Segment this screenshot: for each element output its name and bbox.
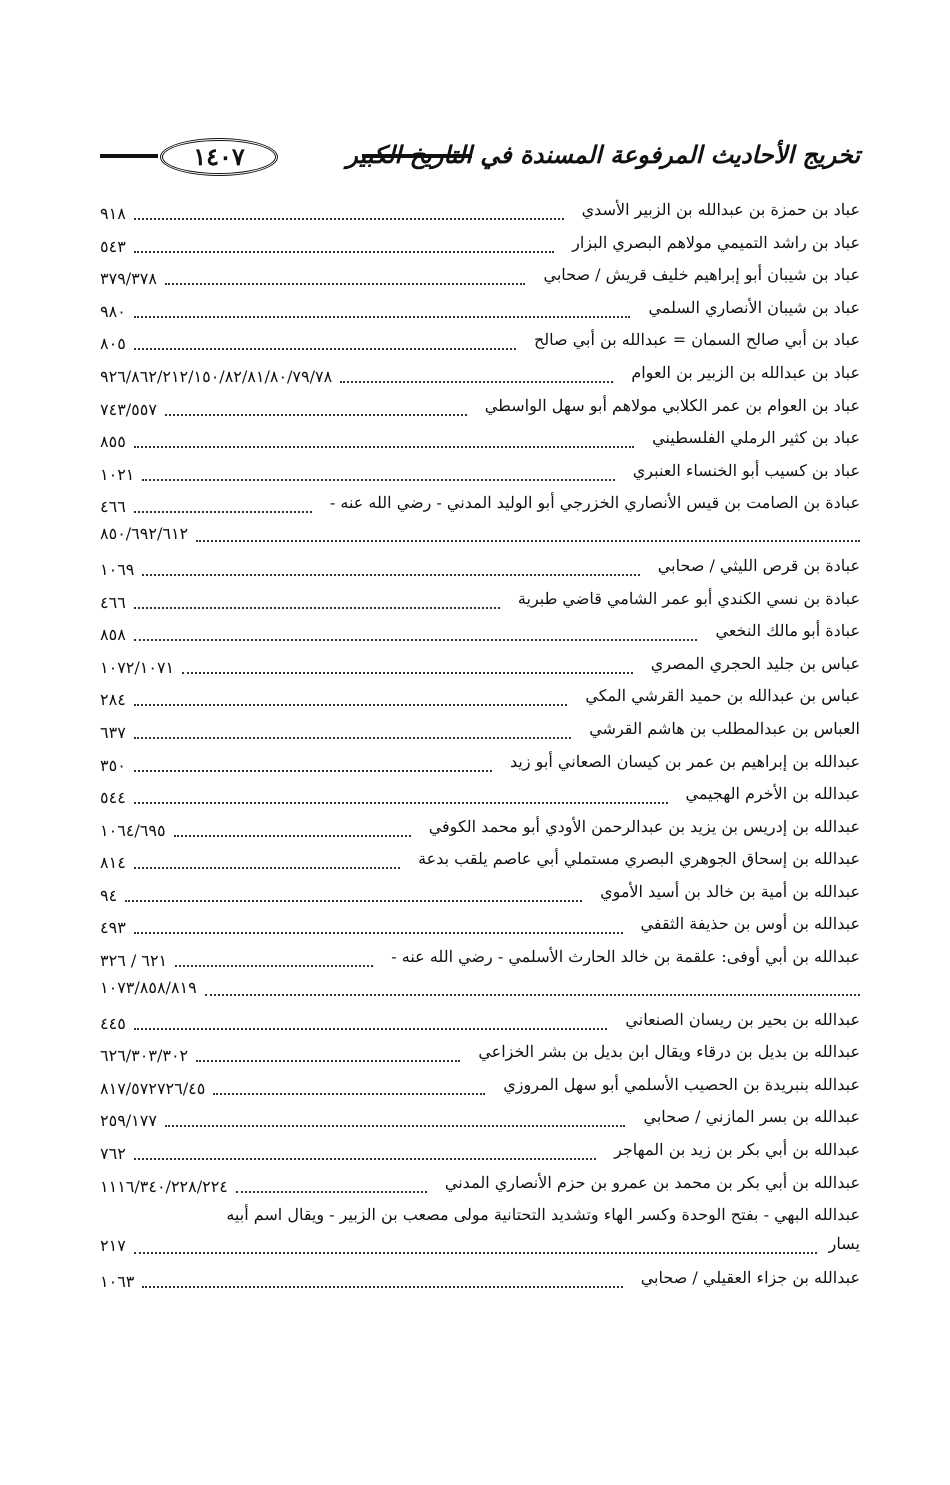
dot-leader bbox=[134, 786, 668, 804]
entry-name: عبادة بن قرص الليثي / صحابي bbox=[657, 555, 860, 575]
entry-name: عبدالله بن أمية بن خالد بن أسيد الأموي bbox=[600, 881, 860, 901]
index-entry bbox=[100, 910, 860, 943]
dot-leader bbox=[196, 526, 860, 542]
entry-pages: ٦٢١ / ٣٢٦ bbox=[100, 951, 168, 971]
dot-leader bbox=[134, 916, 623, 934]
dot-leader bbox=[134, 623, 698, 641]
page-number: ١٤٠٧ bbox=[160, 138, 278, 176]
index-entry bbox=[100, 1136, 860, 1169]
entry-name: عبادة أبو مالك النخعي bbox=[715, 621, 860, 641]
entry-pages: ٨٥٨ bbox=[100, 625, 126, 645]
entry-pages: ٥٤٤ bbox=[100, 788, 126, 808]
entry-name: عباس بن عبدالله بن حميد القرشي المكي bbox=[585, 686, 860, 706]
index-entry bbox=[100, 585, 860, 618]
index-entry bbox=[100, 617, 860, 650]
index-entry bbox=[100, 780, 860, 813]
entry-name: عبدالله بن أبي أوفى: علقمة بن خالد الحارث الأسلمي - رضي الله عنه - bbox=[391, 947, 860, 967]
dot-leader bbox=[182, 656, 633, 674]
entry-pages: ٤٦٦ bbox=[100, 592, 126, 612]
index-entry bbox=[100, 457, 860, 490]
dot-leader bbox=[134, 1238, 817, 1254]
entry-name: عبدالله بن أبي بكر بن محمد بن عمرو بن حزم الأنصاري المدني bbox=[444, 1172, 860, 1192]
entry-name: عبدالله بن أبي بكر بن زيد بن المهاجر bbox=[614, 1140, 860, 1160]
dot-leader bbox=[196, 1044, 460, 1062]
dot-leader bbox=[175, 949, 373, 967]
entry-pages: ٨٠٥ bbox=[100, 334, 126, 354]
entry-pages: ٨١٧/٥٧٢٧٢٦/٤٥ bbox=[100, 1078, 206, 1098]
index-entry bbox=[100, 878, 860, 911]
dot-leader bbox=[205, 980, 860, 996]
entry-pages: ١٠٢١ bbox=[100, 464, 135, 484]
entry-name: عباد بن العوام بن عمر الكلابي مولاهم أبو سهل الواسطي bbox=[484, 395, 860, 415]
entry-pages: ٤٤٥ bbox=[100, 1013, 126, 1033]
index-entry bbox=[100, 845, 860, 878]
entry-name: عبدالله بن إدريس بن يزيد بن عبدالرحمن الأودي أبو محمد الكوفي bbox=[428, 816, 860, 836]
entry-name: عبدالله بن أوس بن حذيفة الثقفي bbox=[640, 914, 860, 934]
dot-leader bbox=[165, 398, 467, 416]
dot-leader bbox=[165, 1109, 626, 1127]
entry-name: عبدالله بن بحير بن ريسان الصنعاني bbox=[625, 1009, 860, 1029]
index-entry bbox=[100, 682, 860, 715]
continuation-pages: ٢١٧ bbox=[100, 1235, 126, 1255]
index-entry bbox=[100, 489, 860, 522]
index-entry bbox=[100, 424, 860, 457]
index-entry bbox=[100, 1006, 860, 1039]
entry-pages: ٩٤ bbox=[100, 885, 118, 905]
entry-pages: ٩٨٠ bbox=[100, 301, 126, 321]
entry-name: عبدالله بن الأخرم الهجيمي bbox=[685, 784, 860, 804]
entry-pages: ٧٦٢ bbox=[100, 1144, 126, 1164]
entry-pages: ٥٤٣ bbox=[100, 236, 126, 256]
header-rule-left bbox=[100, 154, 158, 158]
entry-name: عباد بن حمزة بن عبدالله بن الزبير الأسدي bbox=[581, 200, 860, 219]
index-entries bbox=[100, 196, 860, 1296]
entry-name: عبدالله بن بسر المازني / صحابي bbox=[643, 1107, 860, 1127]
book-title: تخريج الأحاديث المرفوعة المسندة في التاريخ الكبير bbox=[346, 140, 860, 169]
entry-pages: ١٠٦٤/٦٩٥ bbox=[100, 820, 166, 840]
entry-pages: ٩٢٦/٨٦٢/٢١٢/١٥٠/٨٢/٨١/٨٠/٧٩/٧٨ bbox=[100, 366, 333, 386]
entry-pages: ٧٤٣/٥٥٧ bbox=[100, 399, 157, 419]
entry-continuation bbox=[100, 522, 860, 552]
dot-leader bbox=[165, 267, 526, 285]
index-entry bbox=[100, 1071, 860, 1104]
entry-continuation bbox=[100, 976, 860, 1006]
dot-leader bbox=[125, 884, 582, 902]
entry-pages: ٩١٨ bbox=[100, 204, 126, 223]
index-entry bbox=[100, 1201, 860, 1234]
index-entry bbox=[100, 359, 860, 392]
entry-pages: ١١١٦/٣٤٠/٢٢٨/٢٢٤ bbox=[100, 1176, 228, 1196]
entry-name: عباس بن جليد الحجري المصري bbox=[650, 653, 860, 673]
entry-pages: ١٠٦٩ bbox=[100, 559, 135, 579]
index-entry bbox=[100, 229, 860, 262]
continuation-pages: ١٠٧٣/٨٥٨/٨١٩ bbox=[100, 977, 197, 997]
entry-pages: ٦٢٦/٣٠٣/٣٠٢ bbox=[100, 1046, 189, 1066]
entry-name: عباد بن كسيب أبو الخنساء العنبري bbox=[632, 460, 860, 480]
entry-name: عبادة بن الصامت بن قيس الأنصاري الخزرجي أبو الوليد المدني - رضي الله عنه - bbox=[329, 493, 860, 513]
index-entry bbox=[100, 1169, 860, 1202]
entry-continuation bbox=[100, 1234, 860, 1264]
dot-leader bbox=[142, 1270, 622, 1288]
dot-leader bbox=[134, 721, 571, 739]
dot-leader bbox=[134, 591, 500, 609]
entry-pages: ٢٨٤ bbox=[100, 690, 126, 710]
dot-leader bbox=[134, 1142, 596, 1160]
index-entry bbox=[100, 748, 860, 781]
entry-name: عبدالله بن جزاء العقيلي / صحابي bbox=[640, 1267, 860, 1287]
entry-name: عباد بن شيبان الأنصاري السلمي bbox=[648, 297, 860, 317]
dot-leader bbox=[134, 300, 631, 318]
entry-name: العباس بن عبدالمطلب بن هاشم القرشي bbox=[589, 718, 860, 738]
entry-name: عبدالله بنبريدة بن الحصيب الأسلمي أبو سهل المروزي bbox=[503, 1074, 860, 1094]
dot-leader bbox=[213, 1077, 485, 1095]
entry-name: عباد بن أبي صالح السمان = عبدالله بن أبي صالح bbox=[533, 330, 860, 350]
entry-name: عباد بن عبدالله بن الزبير بن العوام bbox=[631, 362, 860, 382]
index-entry bbox=[100, 294, 860, 327]
index-entry bbox=[100, 392, 860, 425]
dot-leader bbox=[134, 332, 516, 350]
dot-leader bbox=[142, 463, 614, 481]
entry-pages: ١٠٧٢/١٠٧١ bbox=[100, 657, 175, 677]
entry-pages: ١٠٦٣ bbox=[100, 1271, 135, 1291]
dot-leader bbox=[340, 365, 613, 383]
entry-name: عبدالله بن بديل بن درقاء ويقال ابن بديل بن بشر الخزاعي bbox=[478, 1042, 860, 1062]
dot-leader bbox=[134, 495, 312, 513]
dot-leader bbox=[134, 754, 492, 772]
entry-pages: ٨١٤ bbox=[100, 853, 126, 873]
index-entry bbox=[100, 326, 860, 359]
header-rule-right bbox=[362, 154, 472, 158]
entry-pages: ٨٥٥ bbox=[100, 432, 126, 452]
index-entry bbox=[100, 1103, 860, 1136]
entry-pages: ٣٥٠ bbox=[100, 755, 126, 775]
entry-name: عبدالله بن إبراهيم بن عمر بن كيسان الصعاني أبو زيد bbox=[509, 751, 860, 771]
dot-leader bbox=[134, 688, 568, 706]
dot-leader bbox=[134, 851, 400, 869]
entry-name: عبدالله بن إسحاق الجوهري البصري مستملي أبي عاصم يلقب بدعة bbox=[418, 849, 860, 869]
entry-name: عباد بن راشد التميمي مولاهم البصري البزار bbox=[572, 232, 860, 252]
dot-leader bbox=[134, 202, 564, 220]
continuation-name: يسار bbox=[828, 1233, 860, 1253]
entry-pages: ٤٩٣ bbox=[100, 918, 126, 938]
index-entry bbox=[100, 943, 860, 976]
index-entry bbox=[100, 552, 860, 585]
index-entry bbox=[100, 1264, 860, 1297]
index-entry bbox=[100, 650, 860, 683]
index-entry bbox=[100, 813, 860, 846]
index-entry bbox=[100, 261, 860, 294]
index-entry bbox=[100, 715, 860, 748]
entry-name: عباد بن شيبان أبو إبراهيم خليف قريش / صحابي bbox=[543, 265, 860, 285]
dot-leader bbox=[134, 235, 554, 253]
entry-pages: ٢٥٩/١٧٧ bbox=[100, 1111, 157, 1131]
entry-name: عباد بن كثير الرملي الفلسطيني bbox=[652, 428, 860, 448]
dot-leader bbox=[134, 1012, 608, 1030]
entry-name: عبادة بن نسي الكندي أبو عمر الشامي قاضي طبرية bbox=[517, 588, 860, 608]
running-header bbox=[100, 138, 860, 180]
dot-leader bbox=[236, 1175, 427, 1193]
dot-leader bbox=[134, 430, 634, 448]
entry-pages: ٤٦٦ bbox=[100, 497, 126, 517]
index-entry bbox=[100, 196, 860, 229]
entry-pages: ٦٣٧ bbox=[100, 722, 126, 742]
entry-pages: ٣٧٩/٣٧٨ bbox=[100, 269, 157, 289]
dot-leader bbox=[142, 558, 639, 576]
dot-leader bbox=[174, 819, 411, 837]
index-entry bbox=[100, 1038, 860, 1071]
continuation-pages: ٨٥٠/٦٩٢/٦١٢ bbox=[100, 523, 189, 543]
entry-name: عبدالله البهي - بفتح الوحدة وكسر الهاء وتشديد التحتانية مولى مصعب بن الزبير - ويقال اسم أبيه bbox=[226, 1205, 860, 1225]
